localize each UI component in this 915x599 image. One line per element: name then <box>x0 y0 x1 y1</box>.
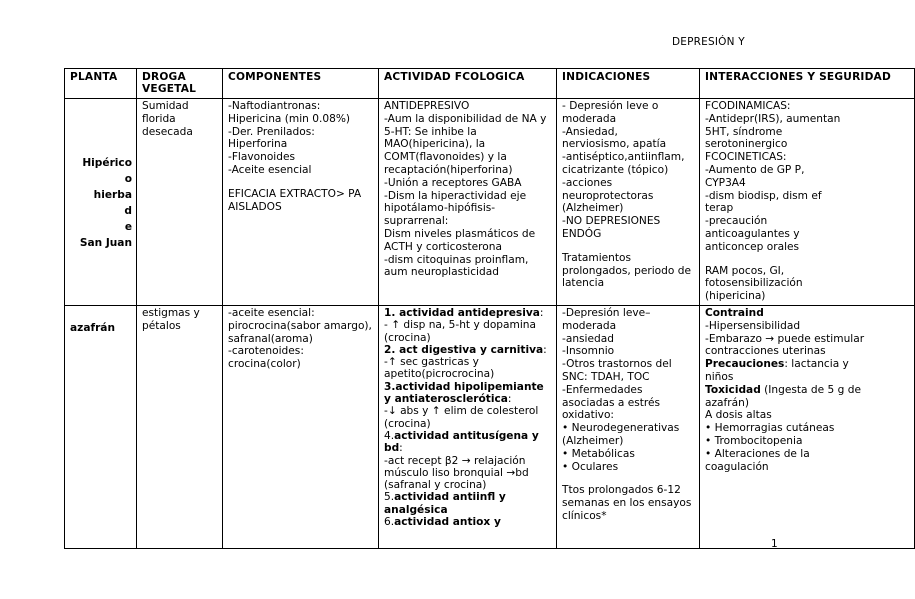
line-text: : <box>507 393 512 406</box>
table-container <box>64 68 891 532</box>
cell-line <box>384 467 553 479</box>
cell-line <box>384 393 553 405</box>
cell-line: desecada <box>142 125 193 138</box>
cell-line <box>384 332 553 344</box>
line-text: -↑ sec gastricas y <box>384 356 479 369</box>
cell-line: serotoninergico <box>705 138 788 151</box>
line-heading: actividad antiinfl y <box>394 491 506 504</box>
line-prefix: 5. <box>384 491 395 504</box>
cell-line: (Alzheimer) <box>562 202 624 215</box>
line-text: : <box>399 442 403 455</box>
cell-componentes <box>223 99 379 306</box>
cell-line: -Antidepr(IRS), aumentan <box>705 112 841 125</box>
cell-line: • Oculares <box>562 460 619 473</box>
cell-line: Ttos prolongados 6-12 <box>562 484 681 497</box>
line-text: apetito(picrocrocina) <box>384 368 495 381</box>
cell-line <box>384 368 553 380</box>
line-text: : <box>543 343 547 356</box>
cell-planta <box>65 306 137 549</box>
cell-line: -antiséptico,antiinflam, <box>562 151 685 164</box>
cell-line <box>705 448 911 461</box>
cell-line: -Otros trastornos del <box>562 358 672 371</box>
plants-table <box>64 68 915 549</box>
cell-line <box>384 418 553 430</box>
cell-line: Hipericina (min 0.08%) <box>228 112 351 125</box>
cell-line: cicatrizante (tópico) <box>562 163 669 176</box>
line-text: (safranal y crocina) <box>384 479 487 492</box>
cell-line: -Aum la disponibilidad de NA y <box>384 112 547 125</box>
cell-line: (Alzheimer) <box>562 434 624 447</box>
cell-line: moderada <box>562 112 617 125</box>
cell-line: • Metabólicas <box>562 447 635 460</box>
cell-line: florida <box>142 112 176 125</box>
cell-line: • Neurodegenerativas <box>562 422 680 435</box>
cell-line <box>384 319 553 331</box>
cell-line: d <box>124 204 132 217</box>
cell-line <box>705 461 911 474</box>
cell-line: -Aceite esencial <box>228 163 312 176</box>
column-header-indicaciones: INDICACIONES <box>557 69 700 99</box>
cell-line: Hiperforina <box>228 138 288 151</box>
line-text: coagulación <box>705 460 769 473</box>
line-text: A dosis altas <box>705 409 772 422</box>
cell-line: neuroprotectoras <box>562 189 654 202</box>
cell-actividad <box>379 306 557 549</box>
cell-line: -Der. Prenilados: <box>228 125 315 138</box>
cell-line <box>705 345 911 358</box>
cell-line <box>705 435 911 448</box>
cell-line <box>705 422 911 435</box>
cell-line: ACTH y corticosterona <box>384 240 502 253</box>
cell-line: -Enfermedades <box>562 383 643 396</box>
line-prefix: 4. <box>384 429 395 442</box>
cell-line: pétalos <box>142 319 181 332</box>
line-text: (Ingesta de 5 g de <box>760 383 861 396</box>
cell-line: azafrán <box>70 322 115 334</box>
cell-line <box>384 381 553 393</box>
cell-line: crocina(color) <box>228 358 301 371</box>
cell-line: o <box>124 172 132 185</box>
cell-line: 5HT, síndrome <box>705 125 783 138</box>
line-heading: 3.actividad hipolipemiante <box>384 380 544 393</box>
cell-line: estigmas y <box>142 307 200 319</box>
line-text: contracciones uterinas <box>705 345 826 358</box>
line-heading: bd <box>384 442 400 455</box>
cell-indicaciones <box>557 99 700 306</box>
cell-line: Sumidad <box>142 100 189 112</box>
cell-line: nerviosismo, apatía <box>562 138 667 151</box>
line-text: -act recept β2 → relajación <box>384 454 526 467</box>
column-header-componentes: COMPONENTES <box>223 69 379 99</box>
table-row <box>65 306 915 549</box>
line-text: : <box>539 307 544 319</box>
cell-line: ENDÓG <box>562 227 602 240</box>
cell-line: San Juan <box>79 236 132 249</box>
cell-line: FCOCINETICAS: <box>705 151 787 164</box>
cell-line <box>705 358 911 371</box>
cell-line: COMT(flavonoides) y la <box>384 151 507 164</box>
cell-line <box>705 371 911 384</box>
cell-line: ANTIDEPRESIVO <box>384 100 470 112</box>
line-text: • Trombocitopenia <box>705 434 803 447</box>
cell-line: AISLADOS <box>228 200 282 213</box>
cell-line: -dism biodisp, dism ef <box>705 189 822 202</box>
cell-line: Hipérico <box>82 156 132 169</box>
cell-droga <box>137 99 223 306</box>
cell-line <box>705 254 911 265</box>
cell-line: prolongados, periodo de <box>562 264 691 277</box>
cell-line <box>384 504 553 516</box>
table-row <box>65 99 915 306</box>
line-text: • Alteraciones de la <box>705 447 810 460</box>
line-heading: Contraind <box>705 307 764 319</box>
cell-line: Dism niveles plasmáticos de <box>384 227 536 240</box>
cell-line: -precaución <box>705 215 768 228</box>
cell-line <box>384 430 553 442</box>
page-number: 1 <box>771 538 778 550</box>
cell-line <box>384 307 553 319</box>
cell-line: anticoagulantes y <box>705 227 800 240</box>
line-text: niños <box>705 370 734 383</box>
line-heading: Toxicidad <box>705 383 761 396</box>
line-text: • Hemorragias cutáneas <box>705 422 835 435</box>
cell-line: Tratamientos <box>562 251 632 264</box>
line-heading: actividad antitusígena y <box>394 429 539 442</box>
cell-line: fotosensibilización <box>705 277 803 290</box>
cell-line <box>384 344 553 356</box>
cell-line: recaptación(hiperforina) <box>384 163 513 176</box>
cell-line: EFICACIA EXTRACTO> PA <box>228 187 362 200</box>
cell-line: terap <box>705 202 734 215</box>
cell-line <box>384 405 553 417</box>
cell-line <box>705 320 911 333</box>
cell-line <box>384 442 553 454</box>
cell-line: -dism citoquinas proinflam, <box>384 253 529 266</box>
cell-line <box>228 177 375 188</box>
cell-line: -Depresión leve– <box>562 307 651 319</box>
cell-line <box>705 384 911 397</box>
cell-line: moderada <box>562 319 617 332</box>
cell-interacciones <box>700 306 915 549</box>
cell-line <box>562 473 696 484</box>
cell-line: - Depresión leve o <box>562 100 659 112</box>
cell-line: FCODINAMICAS: <box>705 100 791 112</box>
line-heading: Precauciones <box>705 358 785 371</box>
cell-line: hipotálamo-hipófisis- <box>384 202 496 215</box>
table-header-row <box>65 69 915 99</box>
line-heading: 1. actividad antidepresiva <box>384 307 540 319</box>
cell-line <box>705 307 911 320</box>
cell-line: hierba <box>93 188 132 201</box>
line-text: -Embarazo → puede estimular <box>705 332 865 345</box>
cell-line: -Naftodiantronas: <box>228 100 321 112</box>
cell-line: latencia <box>562 277 605 290</box>
line-heading: 2. act digestiva y carnitiva <box>384 343 544 356</box>
cell-line: -Ansiedad, <box>562 125 618 138</box>
cell-line: clínicos* <box>562 509 607 522</box>
line-text: -Hipersensibilidad <box>705 319 801 332</box>
cell-componentes <box>223 306 379 549</box>
cell-line <box>705 409 911 422</box>
cell-indicaciones <box>557 306 700 549</box>
cell-line <box>384 516 553 528</box>
cell-line: safranal(aroma) <box>228 332 313 345</box>
line-text: (crocina) <box>384 417 431 430</box>
cell-line: MAO(hipericina), la <box>384 138 486 151</box>
cell-actividad <box>379 99 557 306</box>
cell-line: -acciones <box>562 176 613 189</box>
line-text: músculo liso bronquial →bd <box>384 466 529 479</box>
cell-planta <box>65 99 137 306</box>
cell-line: -Insomnio <box>562 345 615 358</box>
line-text: - ↑ disp na, 5-ht y dopamina <box>384 319 536 332</box>
line-heading: y antiaterosclerótica <box>384 393 508 406</box>
cell-line: -NO DEPRESIONES <box>562 215 661 228</box>
line-text: -↓ abs y ↑ elim de colesterol <box>384 405 539 418</box>
cell-line <box>384 455 553 467</box>
cell-line <box>705 333 911 346</box>
cell-line: -Flavonoides <box>228 151 296 164</box>
column-header-interacciones: INTERACCIONES Y SEGURIDAD <box>700 69 915 99</box>
cell-line <box>562 241 696 252</box>
cell-line: aum neuroplasticidad <box>384 266 499 279</box>
cell-line: oxidativo: <box>562 409 615 422</box>
line-text: azafrán) <box>705 396 749 409</box>
column-header-droga: DROGA VEGETAL <box>137 69 223 99</box>
line-prefix: 6. <box>384 516 395 529</box>
cell-line: RAM pocos, GI, <box>705 264 785 277</box>
cell-line: 5-HT: Se inhibe la <box>384 125 477 138</box>
cell-line <box>384 479 553 491</box>
line-text: : lactancia y <box>784 358 849 371</box>
cell-line <box>705 397 911 410</box>
cell-line: SNC: TDAH, TOC <box>562 370 650 383</box>
cell-line: e <box>124 220 132 233</box>
cell-line: pirocrocina(sabor amargo), <box>228 319 372 332</box>
line-heading: analgésica <box>384 503 448 516</box>
cell-line: asociadas a estrés <box>562 396 661 409</box>
cell-line <box>384 491 553 503</box>
line-text: (crocina) <box>384 331 431 344</box>
cell-interacciones <box>700 99 915 306</box>
cell-line: CYP3A4 <box>705 176 746 189</box>
cell-line: anticoncep orales <box>705 240 800 253</box>
cell-line: (hipericina) <box>705 290 766 303</box>
cell-line: -Dism la hiperactividad eje <box>384 189 527 202</box>
cell-line: -aceite esencial: <box>228 307 315 319</box>
cell-line: semanas en los ensayos <box>562 497 692 510</box>
cell-line: -ansiedad <box>562 332 614 345</box>
cell-droga <box>137 306 223 549</box>
cell-line: -Unión a receptores GABA <box>384 176 522 189</box>
page-header-title: DEPRESIÓN Y <box>672 36 745 48</box>
column-header-planta: PLANTA <box>65 69 137 99</box>
cell-line <box>384 356 553 368</box>
cell-line: suprarrenal: <box>384 215 449 228</box>
cell-line: -carotenoides: <box>228 345 304 358</box>
cell-line: -Aumento de GP P, <box>705 163 805 176</box>
column-header-actividad: ACTIVIDAD FCOLOGICA <box>379 69 557 99</box>
line-heading: actividad antiox y <box>394 516 501 529</box>
